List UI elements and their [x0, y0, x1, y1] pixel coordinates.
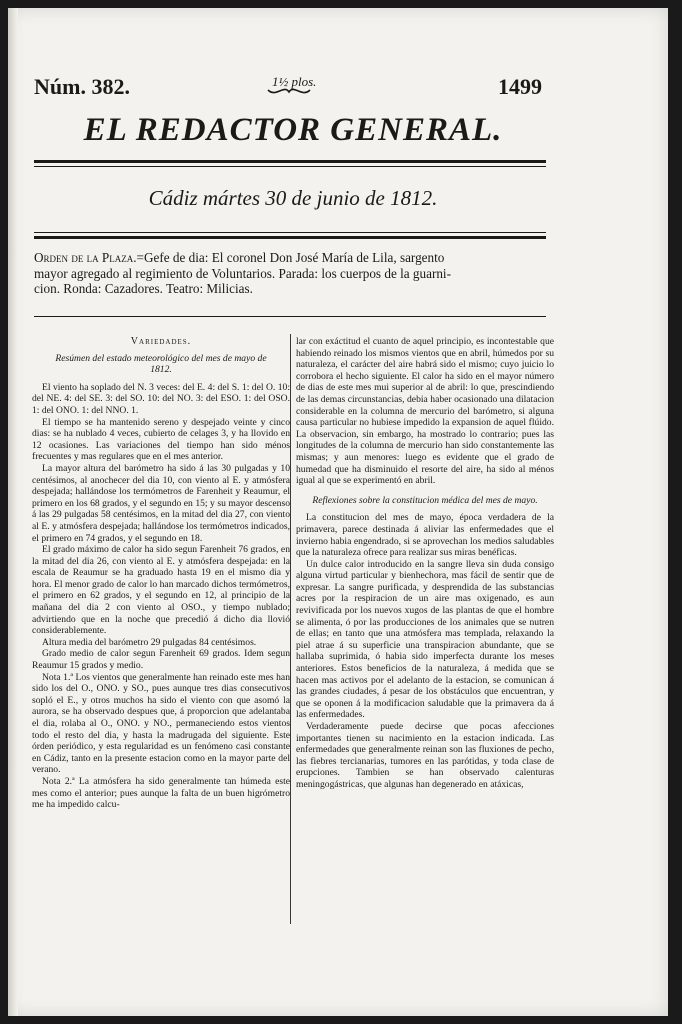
left-paragraph: El tiempo se ha mantenido sereno y despejado veinte y cinco dias: se ha nublado 4 veces, cubierto de celages 3, y ha llovido en 12 ocasiones. Las variaciones del tiempo han sido ménos frecuentes y mas regulares que en el mes anterior.	[32, 416, 290, 463]
left-paragraph: Grado medio de calor segun Farenheit 69 grados. Idem segun Reaumur 15 grados y medio.	[32, 648, 290, 672]
orden-label: Orden de la Plaza.	[34, 250, 137, 265]
left-paragraph: Nota 2.ª La atmósfera ha sido generalmente tan húmeda este mes como el anterior; pues aunque la falta de un buen higrómetro me ha impedido calcu-	[32, 775, 290, 811]
page-number: 1499	[498, 74, 542, 99]
issue-number: Núm. 382.	[34, 74, 130, 99]
left-paragraph: Altura media del barómetro 29 pulgadas 84 centésimos.	[42, 636, 257, 648]
orden-line-3: cion. Ronda: Cazadores. Teatro: Milicias.	[34, 281, 253, 296]
left-column	[32, 336, 290, 811]
page-edge-shadow	[8, 8, 18, 1016]
rule-top-thick	[34, 160, 546, 163]
left-paragraph: El viento ha soplado del N. 3 veces: del E. 4: del S. 1: del O. 10: del NE. 4: del SE. 3: del SO. 10: del NO. 3: del ESO. 1: del OSO. 1: del ONO. 1: del NNO. 1.	[32, 381, 290, 416]
left-paragraph: El grado máximo de calor ha sido segun Farenheit 76 grados, en la mitad del dia 26, con viento al E. y atmósfera despejada: en la escala de Reaumur se ha graduado hasta 19 en el mismo dia y hora. El menor grado de calor lo han marcado dichos termómetros, el primero en 62 grados, y el segundo en 12, al principio de la mañana del dia 2 con viento al OSO., y tiempo nublado; advirtiendo que en la noche que precedió á dicho dia llovió considerablemente.	[32, 544, 290, 637]
column-divider	[290, 334, 291, 924]
pliegos-note: 1½ plos.	[272, 74, 317, 89]
rule-section	[34, 316, 546, 317]
right-column	[296, 336, 554, 791]
rule-mid-thick	[34, 236, 546, 239]
newspaper-page	[8, 8, 668, 1016]
dateline: Cádiz mártes 30 de junio de 1812.	[148, 186, 438, 210]
masthead-title: EL REDACTOR GENERAL.	[83, 112, 503, 148]
right-paragraph-continued: lar con exáctitud el cuanto de aquel principio, es incontestable que habiendo reinado los mismos vientos que en abril, húmedos por su naturaleza, el carácter del aire habrá sido el mismo; cuyo juicio lo corrobora el hecho siguiente. El calor ha sido en el mayor número de dias de este mes mui superior al de abril: lo que, prescindiendo de las demas circunstancias, debia haber ocasionado una dilatacion considerable en la columna de mercurio del barómetro, si alguna causa particular no hubiese impedido la expansion de aquel flúido. La observacion, sin embargo, ha mostrado lo contrario; pues las longitudes de la columna de mercurio han sido constantemente las mismas; y aun menores: luego es evidente que el grado de humedad que ha disminuido el resorte del aire, ha sido al ménos igual al que se experimentó en abril.	[296, 336, 554, 487]
rule-top-thin	[34, 166, 546, 167]
orden-line-1: =Gefe de dia: El coronel Don José María de Lila, sargento	[136, 250, 445, 265]
right-paragraph: Verdaderamente puede decirse que pocas afecciones importantes tienen su nacimiento en la estacion indicada. Las enfermedades que generalmente reinan son las fluxiones de pecho, las fiebres tercianarias, tumores en las parótidas, y toda clase de erupciones. Tambien se han observado calenturas meningogástricas, que algunas han degenerado en atáxicas,	[296, 721, 554, 790]
right-paragraph: La constitucion del mes de mayo, época verdadera de la primavera, parece destinada á aliviar las enfermedades que el invierno habia engendrado, si se aprovechan los medios saludables que la naturaleza ofrece para realizar sus miras benéficas.	[296, 512, 554, 559]
section-title-variedades: Variedades.	[130, 336, 192, 347]
rule-mid-thin	[34, 232, 546, 233]
weather-subtitle: Resúmen del estado meteorológico del mes de mayo de 1812.	[55, 352, 267, 376]
right-paragraph: Un dulce calor introducido en la sangre lleva sin duda consigo alguna virtud particular y bienhechora, mas fácil de sentir que de expresar. La sangre purificada, y desprendida de las substancias acres por la respiracion de un aire mas oxigenado, es aun revivificada por los nuevos xugos de las plantas de que el hombre se alimenta, ó por las producciones de los animales que se nutren de ellas; en tanto que una atmósfera mas templada, relaxando la piel atrae á su superficie una transpiracion abundante, que se hallaba suprimida, ó habia sido imperfecta durante los meses anteriores. Estos beneficios de la naturaleza, á medida que se hacen mas activos por el adelanto de la estacion, se comunican á las grandes ciudades, á pesar de los obstáculos que encuentran, y que se oponen á la modificacion saludable que la primavera da á las enfermedades.	[296, 558, 554, 721]
orden-line-2: mayor agregado al regimiento de Voluntarios. Parada: los cuerpos de la guarni-	[34, 265, 451, 281]
left-paragraph: La mayor altura del barómetro ha sido á las 30 pulgadas y 10 centésimos, al anochecer del dia 10, con viento al E. y atmósfera despejada; hallándose los termómetros de Farenheit y Reaumur, el primero en los 68 grados, y el segundo en 15; y su mayor descenso á las 29 pulgadas 58 centésimos, en la mitad del dia 27, con viento al E. y atmósfera despejada; hallándose los termómetros indicados, el primero en 74 grados, y el segundo en 18.	[32, 462, 290, 544]
orden-de-la-plaza	[34, 250, 546, 297]
left-paragraph: Nota 1.ª Los vientos que generalmente han reinado este mes han sido los del O., ONO. y SO., pues aunque tres dias consecutivos sopló el E., y otros muchos ha sido el viento con que asomó la aurora, se ha observado despues que, á proporcion que adelantaba el dia, rolaba al O., ONO. y NO., permaneciendo estos vientos todo el resto del dia, y hasta la madrugada del siguiente. Este órden periódico, y esta regularidad es un fenómeno casi constante en Cádiz, tanto en la presente estacion como en la mayor parte del verano.	[32, 671, 290, 776]
ornament-icon	[266, 86, 312, 98]
reflexiones-subtitle: Reflexiones sobre la constitucion médica del mes de mayo.	[312, 494, 538, 506]
